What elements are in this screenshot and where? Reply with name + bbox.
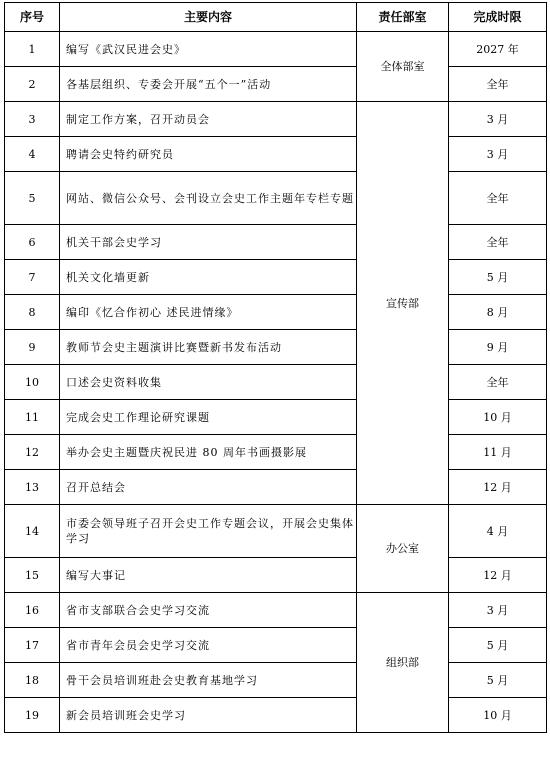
table-row	[5, 365, 547, 400]
row-num: 18	[5, 663, 60, 698]
row-num: 12	[5, 435, 60, 470]
row-time: 全年	[449, 365, 547, 400]
row-num: 13	[5, 470, 60, 505]
row-time: 12 月	[449, 470, 547, 505]
row-content: 骨干会员培训班赴会史教育基地学习	[60, 663, 357, 698]
header-content: 主要内容	[60, 3, 357, 32]
table-row	[5, 663, 547, 698]
row-num: 2	[5, 67, 60, 102]
dept-cell: 宣传部	[357, 102, 449, 505]
row-content: 召开总结会	[60, 470, 357, 505]
row-content: 省市支部联合会史学习交流	[60, 593, 357, 628]
dept-cell: 全体部室	[357, 32, 449, 102]
row-time: 3 月	[449, 593, 547, 628]
row-time: 全年	[449, 172, 547, 225]
header-dept: 责任部室	[357, 3, 449, 32]
row-time: 全年	[449, 225, 547, 260]
row-content: 制定工作方案，召开动员会	[60, 102, 357, 137]
row-time: 2027 年	[449, 32, 547, 67]
header-num: 序号	[5, 3, 60, 32]
table-row	[5, 137, 547, 172]
table-row	[5, 172, 547, 225]
table-row	[5, 470, 547, 505]
row-content: 新会员培训班会史学习	[60, 698, 357, 733]
table-row	[5, 628, 547, 663]
table-row	[5, 505, 547, 558]
row-time: 4 月	[449, 505, 547, 558]
row-time: 5 月	[449, 260, 547, 295]
row-content: 完成会史工作理论研究课题	[60, 400, 357, 435]
table-row	[5, 558, 547, 593]
row-time: 10 月	[449, 400, 547, 435]
row-num: 3	[5, 102, 60, 137]
table-row	[5, 698, 547, 733]
row-content: 举办会史主题暨庆祝民进 80 周年书画摄影展	[60, 435, 357, 470]
row-num: 14	[5, 505, 60, 558]
row-num: 1	[5, 32, 60, 67]
row-time: 9 月	[449, 330, 547, 365]
row-num: 5	[5, 172, 60, 225]
row-time: 12 月	[449, 558, 547, 593]
row-num: 10	[5, 365, 60, 400]
row-num: 16	[5, 593, 60, 628]
row-num: 9	[5, 330, 60, 365]
dept-cell: 办公室	[357, 505, 449, 593]
table-row	[5, 260, 547, 295]
row-content: 省市青年会员会史学习交流	[60, 628, 357, 663]
row-time: 5 月	[449, 663, 547, 698]
dept-cell: 组织部	[357, 593, 449, 733]
table-row	[5, 67, 547, 102]
row-num: 19	[5, 698, 60, 733]
row-num: 17	[5, 628, 60, 663]
table-row	[5, 400, 547, 435]
row-num: 4	[5, 137, 60, 172]
row-time: 8 月	[449, 295, 547, 330]
table-row	[5, 295, 547, 330]
row-time: 10 月	[449, 698, 547, 733]
row-content: 编写《武汉民进会史》	[60, 32, 357, 67]
row-content: 编写大事记	[60, 558, 357, 593]
row-content: 市委会领导班子召开会史工作专题会议，开展会史集体学习	[60, 505, 357, 558]
row-num: 6	[5, 225, 60, 260]
header-time: 完成时限	[449, 3, 547, 32]
row-content: 编印《忆合作初心 述民进情缘》	[60, 295, 357, 330]
table-row	[5, 593, 547, 628]
row-time: 11 月	[449, 435, 547, 470]
table-row	[5, 225, 547, 260]
row-content: 聘请会史特约研究员	[60, 137, 357, 172]
table-row	[5, 102, 547, 137]
row-time: 5 月	[449, 628, 547, 663]
row-content: 教师节会史主题演讲比赛暨新书发布活动	[60, 330, 357, 365]
row-num: 7	[5, 260, 60, 295]
row-content: 机关文化墙更新	[60, 260, 357, 295]
row-num: 8	[5, 295, 60, 330]
row-content: 口述会史资料收集	[60, 365, 357, 400]
task-table	[4, 2, 547, 733]
row-time: 全年	[449, 67, 547, 102]
header-row	[5, 3, 547, 32]
row-time: 3 月	[449, 137, 547, 172]
row-num: 11	[5, 400, 60, 435]
row-content: 机关干部会史学习	[60, 225, 357, 260]
table-row	[5, 32, 547, 67]
row-content: 网站、微信公众号、会刊设立会史工作主题年专栏专题	[60, 172, 357, 225]
table-row	[5, 330, 547, 365]
row-num: 15	[5, 558, 60, 593]
table-row	[5, 435, 547, 470]
row-time: 3 月	[449, 102, 547, 137]
row-content: 各基层组织、专委会开展“五个一”活动	[60, 67, 357, 102]
